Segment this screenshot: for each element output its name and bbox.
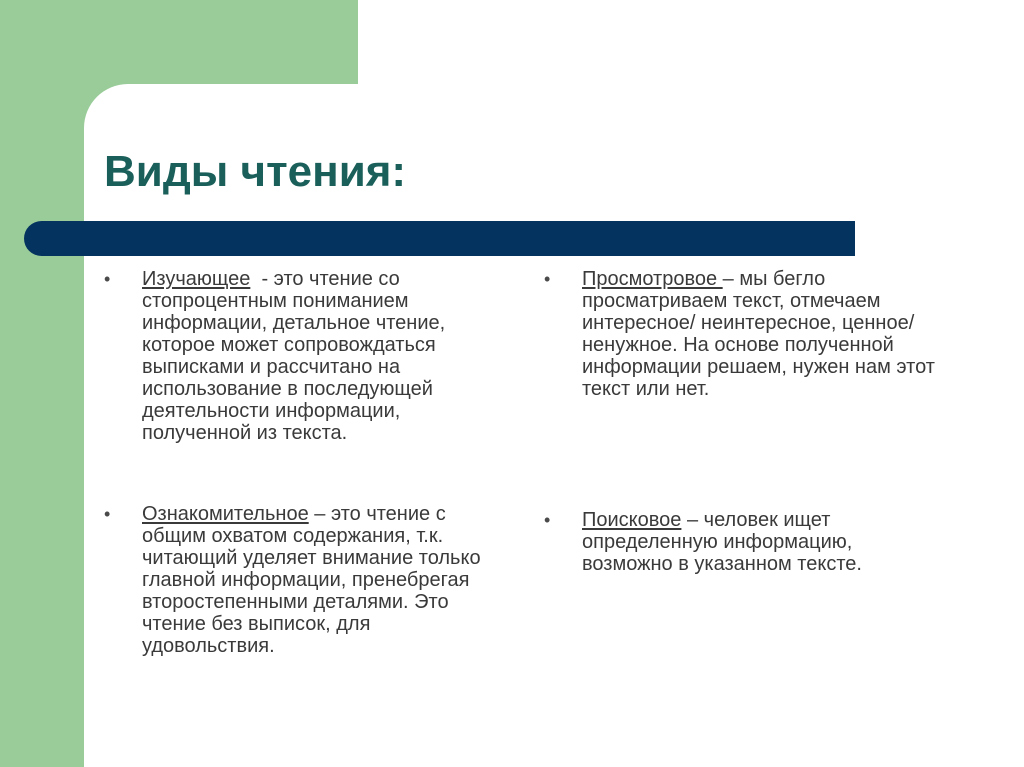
bullet-text [582,268,942,400]
bullet-description: – человек ищет определенную информацию, возможно в указанном тексте. [582,509,862,575]
bullet-icon: • [544,510,551,530]
bullet-text [582,509,942,575]
bullet-icon: • [104,504,111,524]
title-underline-bar [24,221,855,256]
bullet-term: Ознакомительное [142,503,309,525]
bullet-description: - это чтение со стопроцентным пониманием информации, детальное чтение, которое может сопровождаться выписками и рассчитано на использование в последующей деятельности информации, полученной из текста. [142,268,451,444]
bullet-term: Просмотровое [582,268,723,290]
bullet-term: Изучающее [142,268,251,290]
bullet-text [142,503,502,657]
bullet-text [142,268,502,444]
bullet-icon: • [544,269,551,289]
slide-title: Виды чтения: [104,147,407,196]
bullet-icon: • [104,269,111,289]
bullet-term: Поисковое [582,509,682,531]
bullet-description: – это чтение с общим охватом содержания, т.к. читающий уделяет внимание только главной информации, пренебрегая второстепенными деталями. Это чтение без выписок, для удовольствия. [142,503,481,657]
bullet-description: – мы бегло просматриваем текст, отмечаем интересное/ неинтересное, ценное/ ненужное. На основе полученной информации решаем, нужен нам этот текст или нет. [582,268,935,400]
